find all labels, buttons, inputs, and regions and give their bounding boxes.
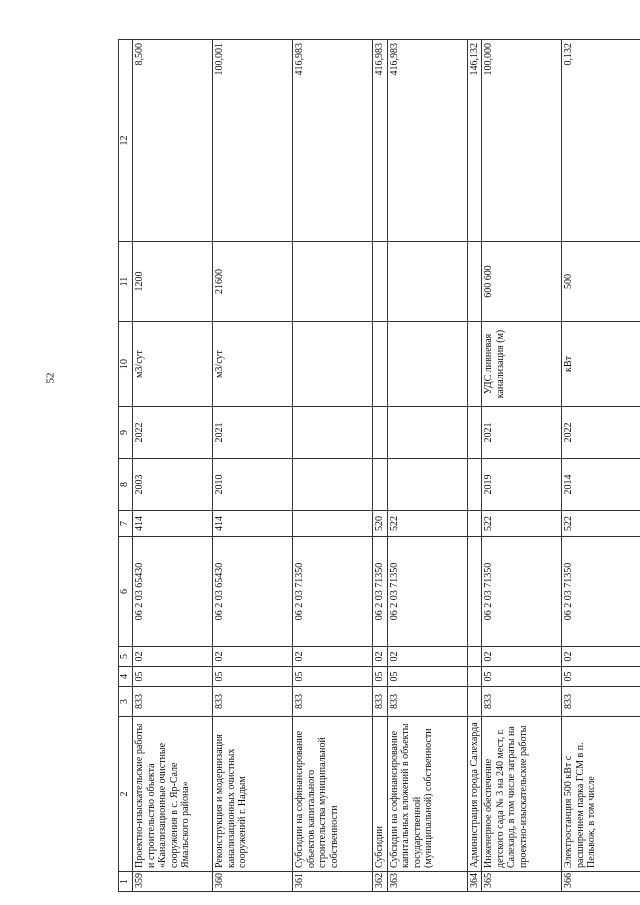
table-row (387, 40, 467, 892)
header-cell: 3 (119, 687, 133, 717)
cell-end-year: 2021 (213, 407, 293, 459)
header-cell: 12 (119, 40, 133, 242)
cell-unit: м3/сут (213, 322, 293, 407)
cell-section: 05 (133, 667, 213, 687)
cell-expense-type: 520 (373, 511, 388, 537)
cell-admin: 833 (133, 687, 213, 717)
table-row (293, 40, 373, 892)
cell-start-year: 2003 (133, 459, 213, 511)
cell-expense-type: 414 (133, 511, 213, 537)
cell-end-year (293, 407, 373, 459)
cell-amount: 146,132 (467, 40, 482, 242)
cell-target: 06 2 03 71350 (293, 537, 373, 647)
cell-amount: 0,132 (562, 40, 640, 242)
cell-capacity: 21600 (213, 242, 293, 322)
page-number: 52 (44, 372, 57, 384)
cell-start-year (467, 459, 482, 511)
cell-amount: 100,001 (213, 40, 293, 242)
cell-unit: кВт (562, 322, 640, 407)
cell-start-year (387, 459, 467, 511)
cell-unit (373, 322, 388, 407)
cell-section: 05 (293, 667, 373, 687)
cell-amount: 416,983 (387, 40, 467, 242)
cell-num: 360 (213, 872, 293, 892)
cell-num: 365 (482, 872, 562, 892)
cell-subsection: 02 (213, 647, 293, 667)
cell-subsection (467, 647, 482, 667)
cell-start-year (373, 459, 388, 511)
cell-subsection: 02 (373, 647, 388, 667)
cell-admin: 833 (213, 687, 293, 717)
cell-subsection: 02 (482, 647, 562, 667)
cell-section: 05 (562, 667, 640, 687)
table-row (213, 40, 293, 892)
cell-num: 362 (373, 872, 388, 892)
cell-amount: 416,983 (373, 40, 388, 242)
cell-admin (467, 687, 482, 717)
cell-start-year: 2010 (213, 459, 293, 511)
cell-admin: 833 (373, 687, 388, 717)
cell-name: Субсидии на софинансирование капитальных вложений в объекты государственной (муниципальной) собственности (387, 717, 467, 872)
cell-unit: УДС ливневая канализация (м) (482, 322, 562, 407)
cell-target: 06 2 03 71350 (482, 537, 562, 647)
cell-unit (293, 322, 373, 407)
cell-admin: 833 (482, 687, 562, 717)
header-cell: 7 (119, 511, 133, 537)
cell-name: Субсидии на софинансирование объектов капитального строительства муниципальной собственности (293, 717, 373, 872)
header-cell: 5 (119, 647, 133, 667)
cell-section: 05 (213, 667, 293, 687)
cell-end-year (387, 407, 467, 459)
cell-capacity (467, 242, 482, 322)
rotated-table-wrapper (118, 40, 597, 892)
cell-name: Реконструкция и модернизация канализационных очистных сооружений г. Надым (213, 717, 293, 872)
cell-name: Проектно-изыскательские работы и строительство объекта «Канализационные очистные сооружения в с. Яр-Сале Ямальского района» (133, 717, 213, 872)
header-row (119, 40, 133, 892)
cell-expense-type: 522 (562, 511, 640, 537)
table-row (133, 40, 213, 892)
cell-capacity: 600 600 (482, 242, 562, 322)
cell-capacity (293, 242, 373, 322)
header-cell: 1 (119, 872, 133, 892)
cell-expense-type: 522 (482, 511, 562, 537)
cell-amount: 100,000 (482, 40, 562, 242)
header-cell: 8 (119, 459, 133, 511)
cell-end-year (467, 407, 482, 459)
cell-target (467, 537, 482, 647)
cell-num: 364 (467, 872, 482, 892)
cell-start-year: 2014 (562, 459, 640, 511)
cell-start-year: 2019 (482, 459, 562, 511)
cell-section: 05 (373, 667, 388, 687)
cell-end-year: 2022 (562, 407, 640, 459)
budget-table (118, 39, 640, 892)
cell-unit (387, 322, 467, 407)
cell-end-year: 2021 (482, 407, 562, 459)
cell-subsection: 02 (293, 647, 373, 667)
cell-target: 06 2 03 71350 (562, 537, 640, 647)
cell-expense-type (467, 511, 482, 537)
cell-end-year (373, 407, 388, 459)
cell-end-year: 2022 (133, 407, 213, 459)
cell-num: 361 (293, 872, 373, 892)
cell-name: Субсидии (373, 717, 388, 872)
cell-section: 05 (387, 667, 467, 687)
cell-capacity: 500 (562, 242, 640, 322)
cell-name: Администрация города Салехарда (467, 717, 482, 872)
cell-num: 363 (387, 872, 467, 892)
cell-subsection: 02 (133, 647, 213, 667)
cell-admin: 833 (387, 687, 467, 717)
cell-name: Электростанция 500 кВт с расширением парка ГСМ в п. Пельвож, в том числе (562, 717, 640, 872)
cell-num: 359 (133, 872, 213, 892)
header-cell: 4 (119, 667, 133, 687)
cell-target: 06 2 03 71350 (373, 537, 388, 647)
header-cell: 10 (119, 322, 133, 407)
cell-expense-type: 414 (213, 511, 293, 537)
table-row (467, 40, 482, 892)
header-cell: 11 (119, 242, 133, 322)
cell-section (467, 667, 482, 687)
cell-section: 05 (482, 667, 562, 687)
table-row (373, 40, 388, 892)
cell-num: 366 (562, 872, 640, 892)
cell-capacity (387, 242, 467, 322)
cell-expense-type: 522 (387, 511, 467, 537)
cell-capacity: 1200 (133, 242, 213, 322)
cell-amount: 8,500 (133, 40, 213, 242)
cell-name: Инженерное обеспечение детского сада № 3 на 240 мест, г. Салехард, в том числе затраты на проектно-изыскательские работы (482, 717, 562, 872)
table-row (482, 40, 562, 892)
cell-unit (467, 322, 482, 407)
table-row (562, 40, 640, 892)
cell-capacity (373, 242, 388, 322)
cell-admin: 833 (293, 687, 373, 717)
cell-subsection: 02 (562, 647, 640, 667)
cell-amount: 416,983 (293, 40, 373, 242)
header-cell: 2 (119, 717, 133, 872)
cell-unit: м3/сут (133, 322, 213, 407)
cell-target: 06 2 03 65430 (133, 537, 213, 647)
cell-start-year (293, 459, 373, 511)
cell-subsection: 02 (387, 647, 467, 667)
cell-expense-type (293, 511, 373, 537)
cell-target: 06 2 03 71350 (387, 537, 467, 647)
cell-target: 06 2 03 65430 (213, 537, 293, 647)
header-cell: 9 (119, 407, 133, 459)
rotated-table-frame (118, 40, 597, 892)
header-cell: 6 (119, 537, 133, 647)
cell-admin: 833 (562, 687, 640, 717)
